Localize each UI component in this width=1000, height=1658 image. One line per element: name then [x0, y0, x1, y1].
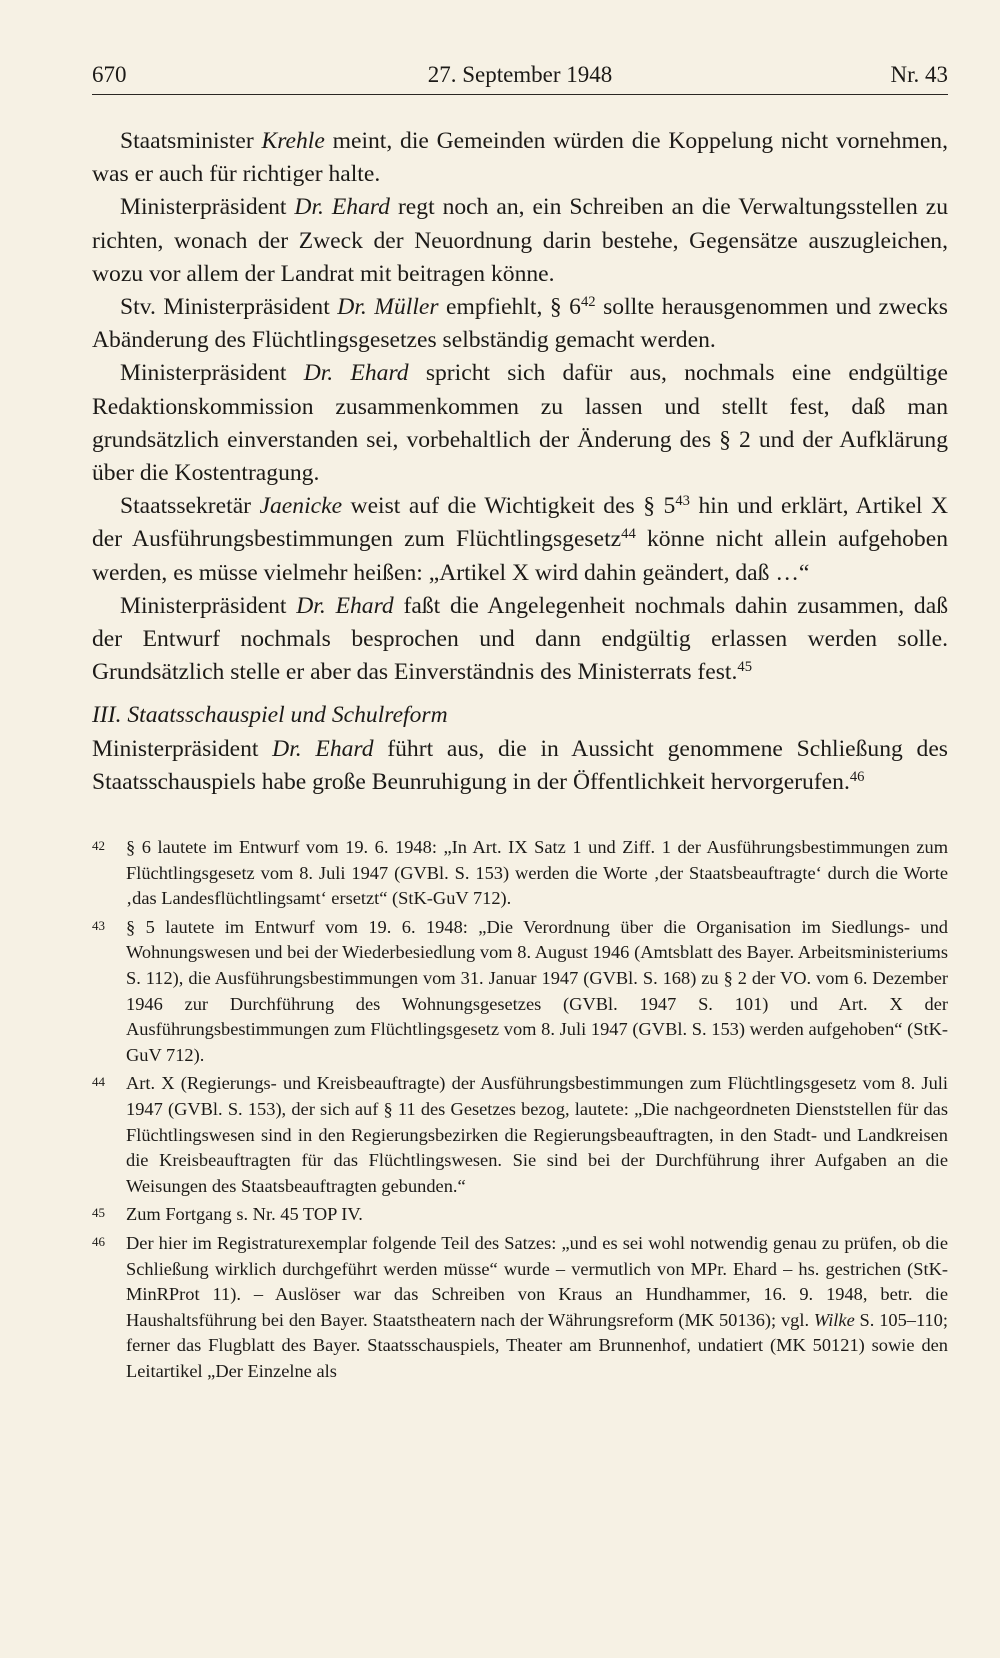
footnote-text: Art. X (Regierungs- und Kreisbeauftragte) der Ausführungsbestimmungen zum Flüchtlingsgesetz vom 8. Juli 1947 (GVBl. S. 153), der sich auf § 11 des Gesetzes bezog, lautete: „Die nachgeordneten Dienststellen für das Flüchtlingswesen sind in den Regierungsbezirken die Regierungsbeauftragten, in den Stadt- und Landkreisen die Kreisbeauftragten für das Flüchtlingswesen. Sie sind bei der Durchführung ihrer Aufgaben an die Weisungen des Staatsbeauftragten gebunden.“	[126, 1073, 948, 1196]
footnote-ref[interactable]: 43	[675, 493, 690, 510]
paragraph: Ministerpräsident Dr. Ehard spricht sich dafür aus, nochmals eine endgültige Redaktionskommission zusammenkommen zu lassen und stellt fest, daß man grundsätzlich einverstanden sei, vorbehaltlich der Änderung des § 2 und der Aufklärung über die Kostentragung.	[92, 360, 949, 487]
footnote	[92, 915, 948, 1069]
footnote	[92, 1071, 948, 1199]
footnote	[92, 1202, 948, 1228]
paragraph: Ministerpräsident Dr. Ehard faßt die Angelegenheit nochmals dahin zusammen, daß der Entwurf nochmals besprochen und dann endgültig erlassen werden solle. Grundsätzlich stelle er aber das Einverständnis des Ministerrats fest.$^{45}$	[92, 592, 948, 686]
page-number: 670	[92, 62, 127, 87]
footnote	[92, 835, 948, 912]
footnote-text: § 5 lautete im Entwurf vom 19. 6. 1948: „Die Verordnung über die Organisation im Siedlungs- und Wohnungswesen und bei der Wiederbesiedlung vom 8. August 1946 (Amtsblatt des Bayer. Arbeitsministeriums S. 112), die Ausführungsbestimmungen vom 31. Januar 1947 (GVBl. S. 168) zu § 2 der VO. vom 6. Dezember 1946 zur Durchführung des Wohnungsgesetzes (GVBl. 1947 S. 101) und Art. X der Ausführungsbestimmungen zum Flüchtlingsgesetz vom 8. Juli 1947 (GVBl. S. 153) werden aufgehoben“ (StK-GuV 712).	[126, 916, 948, 1065]
footnote-ref[interactable]: 46	[849, 768, 865, 785]
footnote-number: 44	[92, 1074, 105, 1090]
footnote-number: 46	[92, 1233, 105, 1249]
paragraph: Stv. Ministerpräsident Dr. Müller empfiehlt, § $6^{42}$ sollte herausgenommen und zwecks Abänderung des Flüchtlingsgesetzes selbständig gemacht werden.	[92, 293, 948, 354]
running-header	[92, 58, 948, 95]
main-text	[92, 125, 948, 799]
paragraph: Ministerpräsident Dr. Ehard regt noch an, ein Schreiben an die Verwaltungsstellen zu richten, wonach der Zweck der Neuordnung darin bestehe, Gegensätze auszugleichen, wozu vor allem der Landrat mit beitragen könne.	[92, 194, 948, 287]
footnote-number: 43	[92, 917, 105, 933]
footnote-number: 42	[92, 838, 105, 854]
footnote-text: § 6 lautete im Entwurf vom 19. 6. 1948: „In Art. IX Satz 1 und Ziff. 1 der Ausführungsbestimmungen zum Flüchtlingsgesetz vom 8. Juli 1947 (GVBl. S. 153) werden die Worte ‚der Staatsbeauftragte‘ durch die Worte ‚das Landesflüchtlingsamt‘ ersetzt“ (StK-GuV 712).	[126, 837, 948, 909]
footnote-text: Der hier im Registraturexemplar folgende Teil des Satzes: „und es sei wohl notwendig genau zu prüfen, ob die Schließung wirklich durchgeführt werden müsse“ wurde – vermutlich von MPr. Ehard – hs. gestrichen (StK-MinRProt 11). – Auslöser war das Schreiben von Kraus an Hundhammer, 16. 9. 1948, betr. die Haushaltsführung bei den Bayer. Staatstheatern nach der Währungsreform (MK 50136); vgl. Wilke S. 105–110; ferner das Flugblatt des Bayer. Staatsschauspiels, Theater am Brunnenhof, undatiert (MK 50121) sowie den Leitartikel „Der Einzelne als	[126, 1232, 948, 1381]
footnote-ref[interactable]: 44	[621, 526, 636, 543]
section-heading: III. Staatsschauspiel und Schulreform	[92, 702, 448, 729]
footnotes	[92, 835, 948, 1384]
issue-number: Nr. 43	[890, 62, 948, 87]
footnote	[92, 1231, 948, 1385]
header-date: 27. September 1948	[427, 62, 613, 87]
footnote-ref[interactable]: 42	[580, 293, 596, 310]
footnote-text: Zum Fortgang s. Nr. 45 TOP IV.	[126, 1204, 363, 1225]
paragraph: Staatsminister Krehle meint, die Gemeinden würden die Koppelung nicht vornehmen, was er auch für richtiger halte.	[92, 128, 948, 188]
footnote-ref[interactable]: 45	[737, 659, 752, 676]
paragraph: Staatssekretär Jaenicke weist auf die Wichtigkeit des § $5^{43}$ hin und erklärt, Artikel X der Ausführungsbestimmungen zum Flüchtlingsgesetz$^{44}$ könne nicht allein aufgehoben werden, es müsse vielmehr heißen: „Artikel X wird dahin geändert, daß …“	[92, 493, 949, 586]
footnote-number: 45	[92, 1205, 105, 1221]
paragraph: Ministerpräsident Dr. Ehard führt aus, die in Aussicht genommene Schließung des Staatsschauspiels habe große Beunruhigung in der Öffentlichkeit hervorgerufen.$^{46}$	[92, 735, 948, 795]
